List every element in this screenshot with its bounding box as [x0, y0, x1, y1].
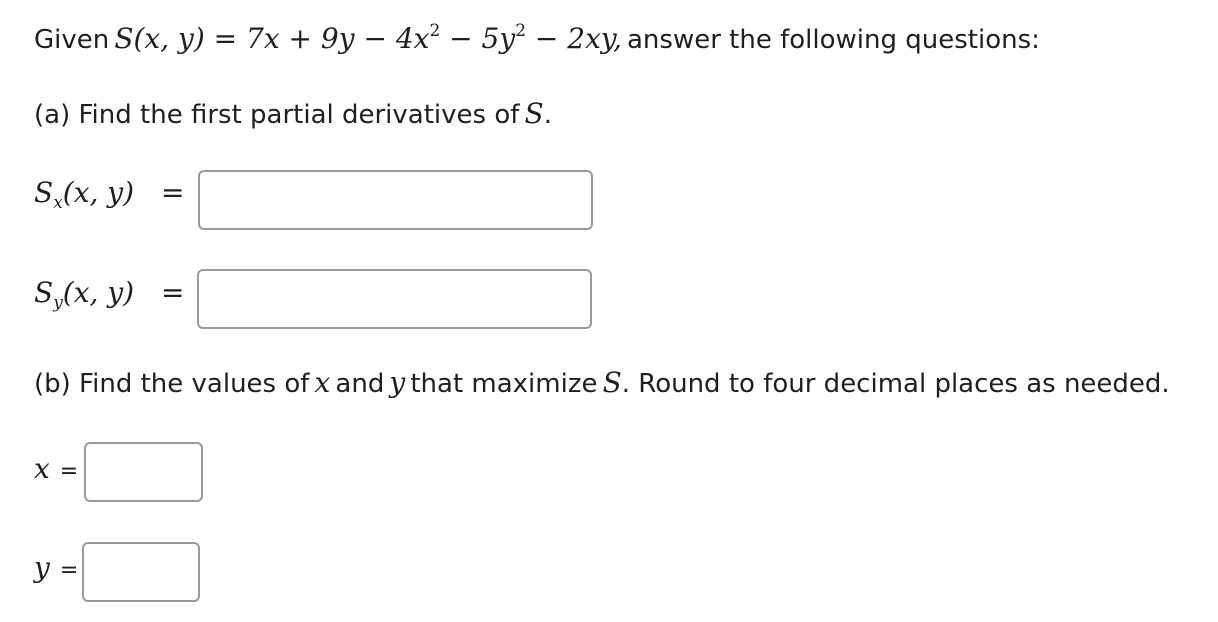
y-input[interactable] [82, 542, 200, 602]
sy-input[interactable] [197, 269, 592, 329]
part-b-text-4: . Round to four decimal places as needed. [621, 369, 1170, 399]
x-input[interactable] [84, 442, 203, 502]
given-prefix: Given [34, 25, 110, 55]
part-b-prompt [34, 366, 1170, 399]
part-a-prompt [34, 97, 552, 130]
given-suffix: answer the following questions: [627, 25, 1040, 55]
part-a-symbol: S [524, 97, 544, 130]
sx-input[interactable] [198, 170, 593, 230]
part-b-var-x: x [314, 366, 331, 399]
part-b-symbol: S [602, 366, 622, 399]
y-label: y = [34, 551, 79, 584]
part-a-text: (a) Find the first partial derivatives of [34, 100, 520, 130]
part-b-text-1: (b) Find the values of [34, 369, 310, 399]
part-b-var-y: y [389, 366, 406, 399]
sx-label: $S_x(x$, y) = [34, 176, 185, 213]
question-statement [34, 22, 1040, 55]
part-b-text-3: that maximize [410, 369, 598, 399]
function-definition: S(x, $y) = 7x + 9y - 4x^2 - 5y^2 - 2xy$, [114, 21, 622, 55]
part-b-text-2: and [335, 369, 385, 399]
sy-label: $S_y(x$, y) = [34, 276, 185, 313]
part-a-period: . [543, 100, 552, 130]
x-label: x = [34, 452, 79, 485]
